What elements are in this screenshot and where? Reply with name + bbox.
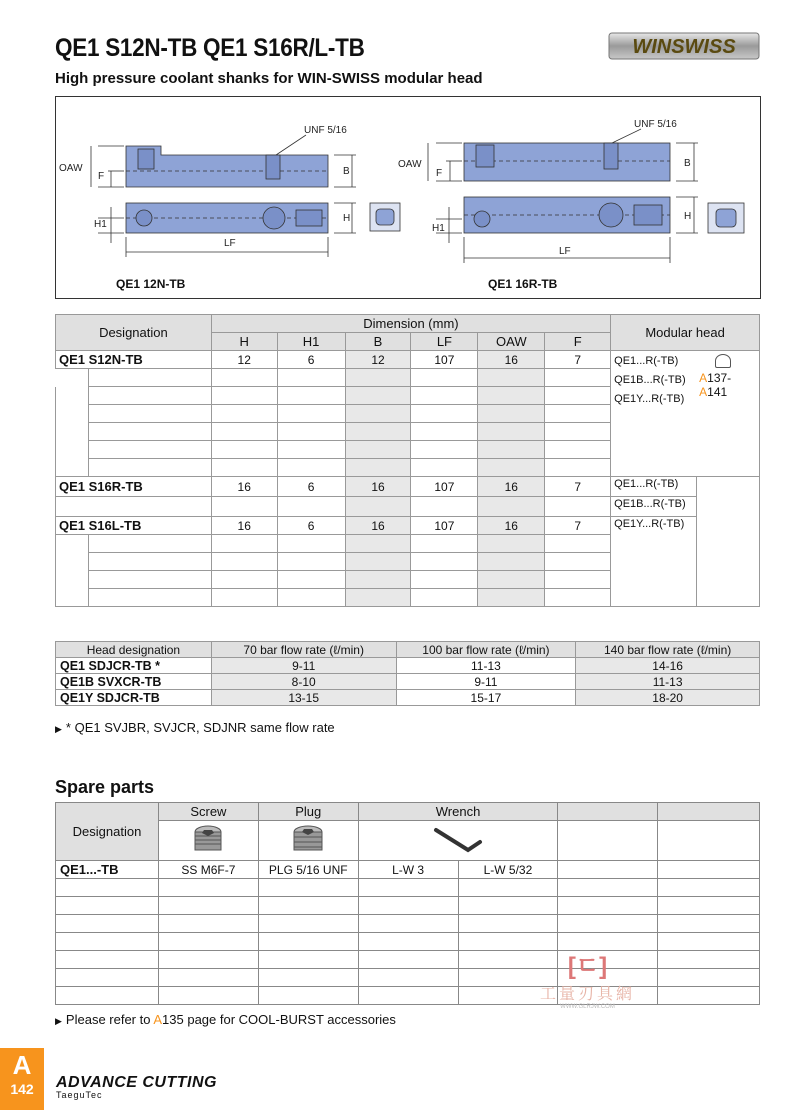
spare-parts-title: Spare parts	[55, 777, 155, 797]
svg-text:F: F	[98, 171, 105, 182]
svg-text:H1: H1	[432, 223, 445, 234]
svg-text:LF: LF	[559, 246, 571, 257]
designation-header: Designation	[56, 315, 212, 351]
page-tab: A 142	[0, 1048, 44, 1110]
svg-text:F: F	[436, 168, 443, 179]
winswiss-logo	[608, 32, 760, 60]
page-title: QE1 S12N-TB QE1 S16R/L-TB	[55, 34, 365, 62]
triangle-bullet-icon: ▶	[55, 1016, 62, 1026]
col-h1: H1	[277, 333, 345, 351]
triangle-bullet-icon: ▶	[55, 724, 62, 734]
svg-text:OAW: OAW	[59, 163, 83, 174]
table-row: QE1 S12N-TB 12 6 12 107 16 7 QE1...R(-TB) QE1B...R(-TB) QE1Y...R(-TB) A137-A141	[56, 351, 760, 369]
svg-text:WINSWISS: WINSWISS	[632, 36, 736, 58]
svg-text:B: B	[343, 166, 350, 177]
svg-text:H: H	[684, 211, 692, 222]
page-number: 142	[10, 1081, 34, 1097]
svg-text:UNF 5/16: UNF 5/16	[634, 119, 677, 130]
col-lf: LF	[411, 333, 478, 351]
dimension-header: Dimension (mm)	[211, 315, 610, 333]
spare-parts-table: Designation Screw Plug Wrench QE1...-TB SS M6F-7 PLG 5/16 UNF L-W 3 L-W 5/32	[55, 802, 760, 1005]
table-row: QE1 S16R-TB 16 6 16 107 16 7 QE1...R(-TB)	[56, 477, 760, 497]
plug-icon	[258, 821, 358, 861]
svg-text:UNF 5/16: UNF 5/16	[304, 125, 347, 136]
table-row: QE1 S16L-TB 16 6 16 107 16 7 QE1Y...R(-TB)	[56, 517, 760, 535]
svg-text:LF: LF	[224, 238, 236, 249]
col-oaw: OAW	[478, 333, 545, 351]
flow-note: ▶ * QE1 SVJBR, SVJCR, SDJNR same flow rate	[55, 720, 335, 735]
advance-cutting-logo: ADVANCE CUTTING TaeguTec	[56, 1074, 217, 1100]
modular-head-group-1: QE1...R(-TB) QE1B...R(-TB) QE1Y...R(-TB) A137-A141	[611, 351, 760, 477]
table-row: QE1...-TB SS M6F-7 PLG 5/16 UNF L-W 3 L-W 5/32	[56, 861, 760, 879]
table-row: QE1B SVXCR-TB 8-10 9-11 11-13	[56, 674, 760, 690]
table-row: QE1 SDJCR-TB * 9-11 11-13 14-16	[56, 658, 760, 674]
dimension-table: Designation Dimension (mm) Modular head H H1 B LF OAW F QE1 S12N-TB 12 6 12 107 16 7 QE1...R(-TB) QE1B...R(-TB) QE1Y...R(-TB) A137-A141 QE1 S16R-TB 16 6 16 107 16 7 QE1...R(-TB) QE1B...R(-TB) QE1 S16L-TB 16 6 16 107 16 7 QE1Y...R(-TB)	[55, 314, 760, 607]
col-f: F	[545, 333, 611, 351]
svg-text:B: B	[684, 158, 691, 169]
svg-text:H: H	[343, 213, 351, 224]
page-reference: A137-A141	[699, 354, 759, 399]
screw-icon	[158, 821, 258, 861]
flow-rate-table: Head designation 70 bar flow rate (ℓ/min) 100 bar flow rate (ℓ/min) 140 bar flow rate (ℓ/min) QE1 SDJCR-TB * 9-11 11-13 14-16 QE1B SVXCR-TB 8-10 9-11 11-13 QE1Y SDJCR-TB 13-15 15-17 18-20	[55, 641, 760, 706]
modular-head-header: Modular head	[611, 315, 760, 351]
book-icon	[715, 354, 731, 368]
svg-text:OAW: OAW	[398, 159, 422, 170]
shank-drawings	[56, 97, 760, 298]
table-row: QE1Y SDJCR-TB 13-15 15-17 18-20	[56, 690, 760, 706]
watermark: [ㄷ] 工量刃具網 WWW.GLRJW.COM	[540, 953, 636, 1010]
right-drawing-caption: QE1 16R-TB	[488, 277, 558, 291]
spare-parts-note: ▶ Please refer to A135 page for COOL-BURST accessories	[55, 1012, 396, 1027]
col-b: B	[345, 333, 411, 351]
col-h: H	[211, 333, 277, 351]
hex-wrench-icon	[358, 821, 558, 861]
page-subtitle: High pressure coolant shanks for WIN-SWISS modular head	[55, 70, 483, 87]
svg-text:H1: H1	[94, 219, 107, 230]
technical-drawing	[55, 96, 761, 299]
left-drawing-caption: QE1 12N-TB	[116, 277, 186, 291]
